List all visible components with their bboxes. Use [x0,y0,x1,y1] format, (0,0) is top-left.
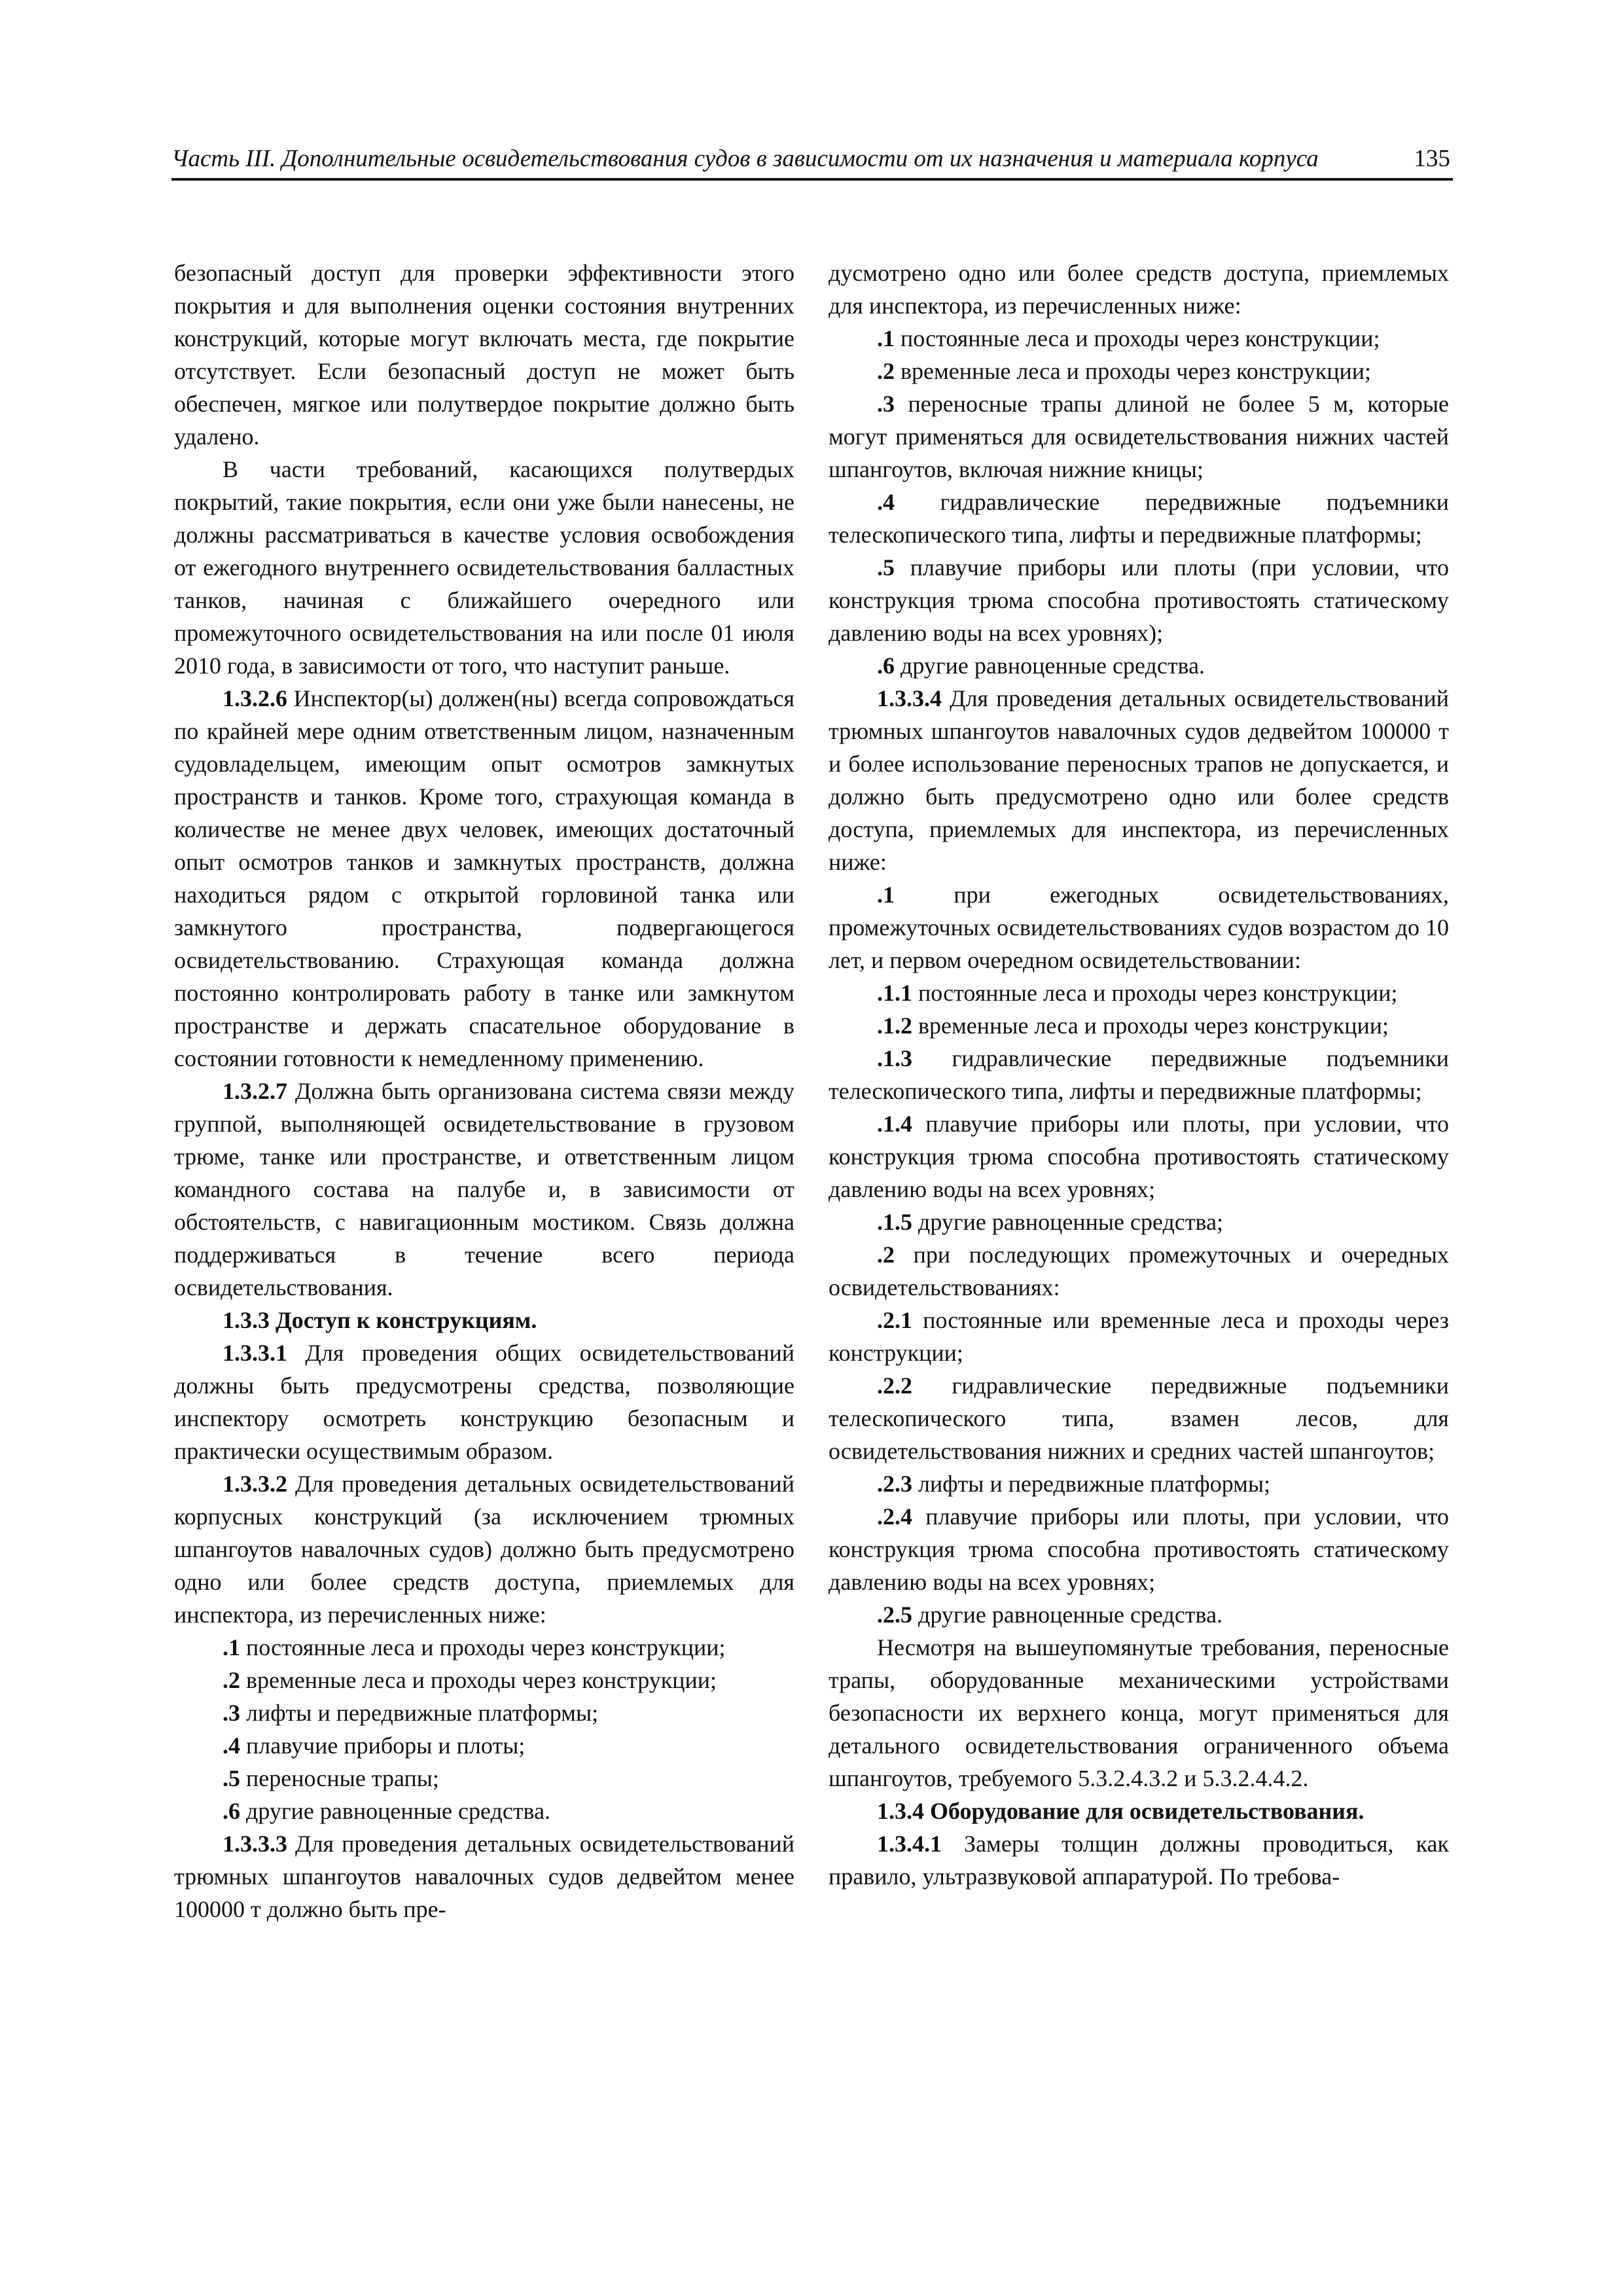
left-column [174,257,794,1926]
clause-number: 1.3.4.1 [877,1831,942,1857]
paragraph: Несмотря на вышеупомянутые требования, переносные трапы, оборудованные механическими устройствами безопасности их верхнего конца, могут применяться для детального освидетельствования ограниченного объема шпангоутов, требуемого 5.3.2.4.3.2 и 5.3.2.4.4.2. [829,1634,1449,1791]
clause-number: 1.3.3.3 [223,1831,287,1857]
right-column [829,257,1449,1893]
list-item: .3 переносные трапы длиной не более 5 м, которые могут применяться для освидетельствования нижних частей шпангоутов, включая нижние кницы; [829,391,1449,482]
paragraph [174,1075,794,1304]
list-item: .6 другие равноценные средства. [877,653,1205,679]
list-item: .2.3 лифты и передвижные платформы; [877,1471,1271,1497]
paragraph-text: Должна быть организована система связи между группой, выполняющей освидетельствование в грузовом трюме, танке или пространстве, и ответственным лицом командного состава на палубе и, в зависимости от обстоятельств, с навигационным мостиком. Связь должна поддерживаться в течение всего периода освидетельствования. [174,1078,794,1300]
list-item: .2 временные леса и проходы через конструкции; [877,358,1372,384]
paragraph [174,682,794,1075]
list-item: .1 постоянные леса и проходы через конструкции; [223,1634,726,1660]
list-item: .4 гидравлические передвижные подъемники телескопического типа, лифты и передвижные платформы; [829,489,1449,548]
list-item: .1 при ежегодных освидетельствованиях, промежуточных освидетельствованиях судов возрастом до 10 лет, и первом очередном освидетельствовании: [829,882,1449,973]
paragraph-text: Для проведения детальных освидетельствований корпусных конструкций (за исключением трюмных шпангоутов навалочных судов) должно быть предусмотрено одно или более средств доступа, приемлемых для инспектора, из перечисленных ниже: [174,1471,794,1628]
paragraph-text: Для проведения общих освидетельствований должны быть предусмотрены средства, позволяющие инспектору осмотреть конструкцию безопасным и практически осуществимым образом. [174,1340,794,1464]
section-heading: 1.3.4 Оборудование для освидетельствования. [877,1798,1364,1824]
list-item: .6 другие равноценные средства. [223,1798,551,1824]
paragraph: безопасный доступ для проверки эффективности этого покрытия и для выполнения оценки состояния внутренних конструкций, которые могут включать места, где покрытие отсутствует. Если безопасный доступ не может быть обеспечен, мягкое или полутвердое покрытие должно быть удалено. [174,260,794,450]
clause-number: 1.3.3.1 [223,1340,287,1366]
list-item: .5 плавучие приборы или плоты (при условии, что конструкция трюма способна противостоять статическому давлению воды на всех уровнях); [829,554,1449,646]
header-title: Часть III. Дополнительные освидетельствования судов в зависимости от их назначения и материала корпуса [171,145,1319,172]
clause-number: 1.3.3.4 [877,685,942,711]
paragraph-text: Для проведения детальных освидетельствований трюмных шпангоутов навалочных судов дедвейтом менее 100000 т должно быть пре- [174,1831,794,1922]
list-item: .2.5 другие равноценные средства. [877,1602,1223,1628]
paragraph-text: Замеры толщин должны проводиться, как правило, ультразвуковой аппаратурой. По требова- [829,1831,1449,1890]
list-item: .1.4 плавучие приборы или плоты, при условии, что конструкция трюма способна противостоять статическому давлению воды на всех уровнях; [829,1111,1449,1202]
page-number: 135 [1414,145,1450,172]
paragraph [829,682,1449,878]
list-item: .5 переносные трапы; [223,1765,439,1791]
paragraph [174,1336,794,1467]
clause-number: 1.3.3.2 [223,1471,287,1497]
list-item: .2 временные леса и проходы через конструкции; [223,1667,717,1693]
running-header [171,140,1453,181]
list-item: .1.2 временные леса и проходы через конструкции; [877,1013,1389,1039]
paragraph-text: Для проведения детальных освидетельствований трюмных шпангоутов навалочных судов дедвейтом 100000 т и более использование переносных трапов не допускается, и должно быть предусмотрено одно или более средств доступа, приемлемых для инспектора, из перечисленных ниже: [829,685,1449,875]
paragraph [829,1827,1449,1893]
list-item: .2.2 гидравлические передвижные подъемники телескопического типа, взамен лесов, для освидетельствования нижних и средних частей шпангоутов; [829,1372,1449,1464]
list-item: .1.3 гидравлические передвижные подъемники телескопического типа, лифты и передвижные платформы; [829,1045,1449,1104]
paragraph-text: Инспектор(ы) должен(ны) всегда сопровождаться по крайней мере одним ответственным лицом, назначенным судовладельцем, имеющим опыт осмотров замкнутых пространств и танков. Кроме того, страхующая команда в количестве не менее двух человек, имеющих достаточный опыт осмотров танков и замкнутых пространств, должна находиться рядом с открытой горловиной танка или замкнутого пространства, подвергающегося освидетельствованию. Страхующая команда должна постоянно контролировать работу в танке или замкнутом пространстве и держать спасательное оборудование в состоянии готовности к немедленному применению. [174,685,794,1071]
clause-number: 1.3.2.7 [223,1078,287,1104]
list-item: .1 постоянные леса и проходы через конструкции; [877,325,1380,351]
list-item: .1.1 постоянные леса и проходы через конструкции; [877,980,1398,1006]
list-item: .2.4 плавучие приборы или плоты, при условии, что конструкция трюма способна противостоять статическому давлению воды на всех уровнях; [829,1503,1449,1595]
list-item: .2 при последующих промежуточных и очередных освидетельствованиях: [829,1242,1449,1300]
list-item: .1.5 другие равноценные средства; [877,1209,1224,1235]
list-item: .2.1 постоянные или временные леса и проходы через конструкции; [829,1307,1449,1366]
list-item: .4 плавучие приборы и плоты; [223,1732,526,1759]
paragraph: дусмотрено одно или более средств доступа, приемлемых для инспектора, из перечисленных ниже: [829,260,1449,319]
paragraph [174,1827,794,1926]
list-item: .3 лифты и передвижные платформы; [223,1700,599,1726]
clause-number: 1.3.2.6 [223,685,287,711]
paragraph [174,1467,794,1631]
paragraph: В части требований, касающихся полутвердых покрытий, такие покрытия, если они уже были нанесены, не должны рассматриваться в качестве условия освобождения от ежегодного внутреннего освидетельствования балластных танков, начиная с ближайшего очередного или промежуточного освидетельствования на или после 01 июля 2010 года, в зависимости от того, что наступит раньше. [174,456,794,679]
section-heading: 1.3.3 Доступ к конструкциям. [223,1307,537,1333]
